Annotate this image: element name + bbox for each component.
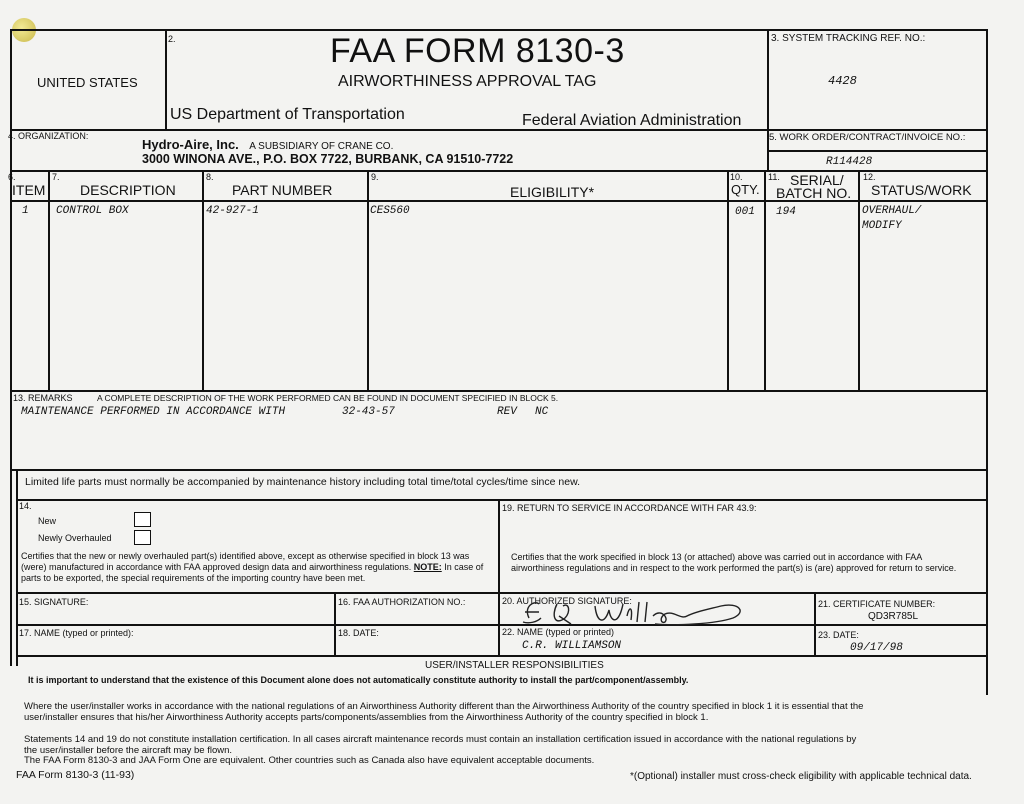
country-name: UNITED STATES [37,75,138,90]
remarks-rev: REV [497,406,517,418]
remarks-text: MAINTENANCE PERFORMED IN ACCORDANCE WITH [21,406,286,418]
row-item: 1 [22,205,29,217]
block19-text: Certifies that the work specified in block 13 (or attached) above was carried out in accordance with FAA airworthiness regulations and in respect to the work performed the part(s) is (are) approved for return to service. [511,552,957,573]
work-order-value: R114428 [826,156,873,168]
responsibilities-para1: Where the user/installer works in accordance with the national regulations of an Airworthiness Authority different than the Airworthiness Authority of the country specified in block 1 it is essential that the user/installer ensures that his/her Airworthiness Authority accepts parts/components/assemblies from the Airworthiness Authority of the country specified in block 1. [24,701,864,723]
header-eligibility: ELIGIBILITY* [510,184,595,200]
col-num-9: 9. [371,172,379,182]
remarks-note: A COMPLETE DESCRIPTION OF THE WORK PERFORMED CAN BE FOUND IN DOCUMENT SPECIFIED IN BLOCK 5. [97,393,559,403]
organization-address: 3000 WINONA AVE., P.O. BOX 7722, BURBANK, CA 91510-7722 [142,152,514,166]
row-eligibility: CES560 [370,205,410,217]
remarks-ref: 32-43-57 [342,406,395,418]
new-label: New [38,516,57,526]
header-item: ITEM [12,182,46,198]
form-title: FAA FORM 8130-3 [330,32,625,70]
col-num-8: 8. [206,172,214,182]
faa-authorization-label: 16. FAA AUTHORIZATION NO.: [338,597,466,607]
row-qty: 001 [735,206,755,218]
row-description: CONTROL BOX [56,205,129,217]
block14-note-text: In case of parts to be exported, the special requirements of the importing country have been met. [21,562,484,583]
tracking-ref-value: 4428 [828,74,857,88]
col-num-12: 12. [863,172,876,182]
organization-label: 4. ORGANIZATION: [8,131,89,141]
block14-cert-body: Certifies that the new or newly overhauled part(s) identified above, except as otherwise specified in block 13 was (were) manufactured in accordance with FAA approved design data and airworthiness regulations. [21,551,470,572]
col-num-7: 7. [52,172,60,182]
life-parts-note: Limited life parts must normally be accompanied by maintenance history including total time/total cycles/time since new. [25,476,581,488]
date-23-value: 09/17/98 [850,642,903,654]
block19-label: 19. RETURN TO SERVICE IN ACCORDANCE WITH FAR 43.9: [502,503,757,513]
header-batch-no: BATCH NO. [776,185,852,201]
name-22-value: C.R. WILLIAMSON [522,640,622,652]
block14-note-label: NOTE: [413,562,442,572]
agency-name: Federal Aviation Administration [522,112,742,129]
company-name: Hydro-Aire, Inc. [142,137,239,152]
date-23-label: 23. DATE: [818,630,859,640]
certificate-number-label: 21. CERTIFICATE NUMBER: [818,599,936,609]
name-17-label: 17. NAME (typed or printed): [19,628,134,638]
col-num-10: 10. [730,172,743,182]
newly-overhauled-checkbox[interactable] [134,530,151,545]
row-part-number: 42-927-1 [206,205,259,217]
block2-number: 2. [168,34,176,44]
col-num-11: 11. [768,172,780,182]
responsibilities-para3: The FAA Form 8130-3 and JAA Form One are equivalent. Other countries such as Canada also have equivalent acceptable documents. [24,755,595,766]
footer-optional-note: *(Optional) installer must cross-check eligibility with applicable technical data. [630,771,972,782]
responsibilities-para2a: Statements 14 and 19 do not constitute installation certification. In all cases aircraft maintenance records must contain an installation certification issued in accordance with the national regulations by [24,734,857,745]
newly-overhauled-label: Newly Overhauled [38,533,112,543]
name-22-label: 22. NAME (typed or printed) [502,627,615,637]
responsibilities-title: USER/INSTALLER RESPONSIBILITIES [425,660,604,671]
header-status-work: STATUS/WORK [871,182,972,198]
signature-15-label: 15. SIGNATURE: [19,597,89,607]
new-checkbox[interactable] [134,512,151,527]
block14-label: 14. [19,501,32,511]
remarks-label: 13. REMARKS [13,393,73,403]
header-part-number: PART NUMBER [232,182,333,198]
row-status-line1: OVERHAUL/ [862,205,922,217]
col-num-6: 6. [8,172,16,182]
work-order-label: 5. WORK ORDER/CONTRACT/INVOICE NO.: [769,132,966,143]
company-subsidiary: A SUBSIDIARY OF CRANE CO. [249,141,394,152]
block14-cert-text [21,551,491,584]
date-18-label: 18. DATE: [338,628,379,638]
row-status-line2: MODIFY [862,220,902,232]
authorized-signature-label: 20. AUTHORIZED SIGNATURE: [502,596,632,606]
header-description: DESCRIPTION [80,182,176,198]
row-serial: 194 [776,206,796,218]
authorized-signature [515,596,747,630]
footer-form-id: FAA Form 8130-3 (11-93) [16,769,135,781]
dept-name: US Department of Transportation [170,106,405,123]
tracking-ref-label: 3. SYSTEM TRACKING REF. NO.: [771,33,926,44]
certificate-number-value: QD3R785L [868,611,919,622]
responsibilities-important: It is important to understand that the existence of this Document alone does not automatically constitute authority to install the part/component/assembly. [28,675,689,685]
remarks-rev-value: NC [535,406,549,418]
header-serial: SERIAL/ [790,172,844,188]
responsibilities-para2b: the user/installer before the aircraft may be flown. [24,745,233,756]
form-subtitle: AIRWORTHINESS APPROVAL TAG [338,73,597,90]
header-qty: QTY. [731,182,760,197]
